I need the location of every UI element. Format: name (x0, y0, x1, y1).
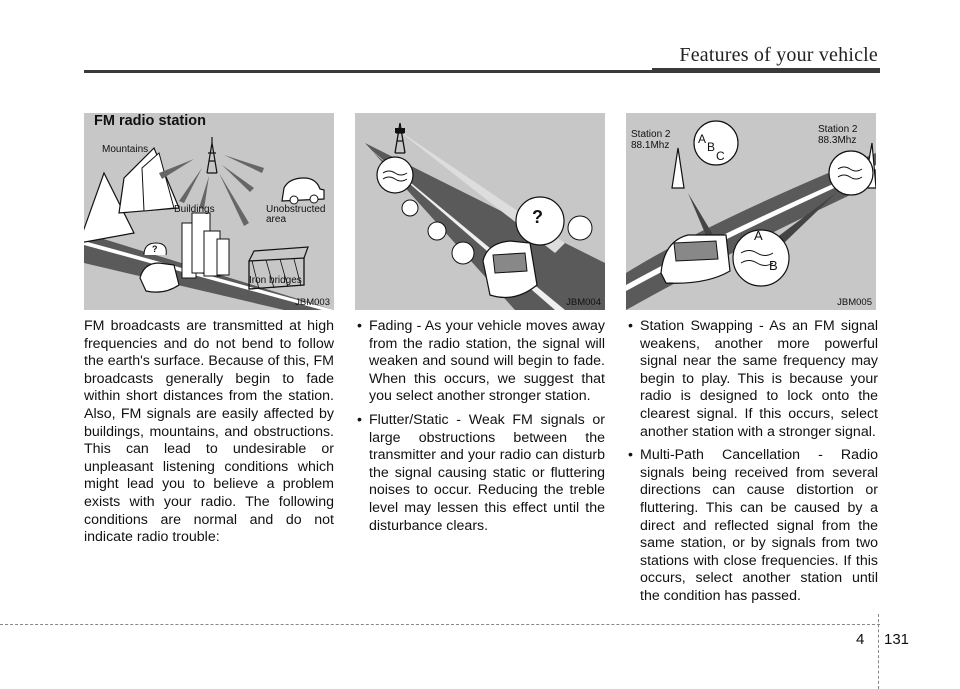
chapter-number: 4 (856, 631, 865, 648)
figure-code: JBM003 (295, 297, 330, 308)
page-number: 131 (884, 631, 910, 648)
letter-a-bottom: A (754, 228, 763, 243)
question-mark: ? (532, 207, 543, 227)
figure-fading (355, 113, 605, 310)
middle-bullet-list (355, 318, 605, 535)
intro-paragraph: FM broadcasts are transmitted at high frequencies and do not bend to follow the earth's surface. Because of this, FM broadcasts generally begin to fade within short distances from the station. Also, FM signals are easily affected by buildings, mountains, and obstructions. This can lead to undesirable or unpleasant listening conditions which might lead you to believe a problem exists with your radio. The following conditions are normal and do not indicate radio trouble: (84, 318, 334, 546)
figure-code: JBM005 (837, 297, 872, 308)
figure-code: JBM004 (566, 297, 601, 308)
figure-station-swapping (626, 113, 876, 310)
station-right-name: Station 2 (818, 124, 858, 135)
figure-title: FM radio station (94, 113, 206, 129)
label-unobstructed: Unobstructed (266, 204, 326, 215)
letter-a-top: A (698, 132, 707, 146)
figure-fm-radio-station (84, 113, 334, 310)
column-middle (355, 318, 605, 541)
bullet-multi-path: • Multi-Path Cancellation - Radio signals being received from several directions can cause distortion or fluttering. This can be caused by a direct and reflected signal from the same station, or by signals from two stations with close frequencies. If this occurs, select another station until the condition has passed. (626, 447, 878, 605)
bullet-flutter-static: • Flutter/Static - Weak FM signals or large obstructions between the transmitter and your radio can disturb the signal causing static or fluttering noises to occur. Reducing the treble level may lessen this effect until the disturbance clears. (355, 412, 605, 535)
letter-b-bottom: B (769, 258, 778, 273)
station-left-name: Station 2 (631, 129, 671, 140)
footer-divider (878, 614, 879, 689)
header-rule-accent (652, 68, 880, 73)
label-mountains: Mountains (102, 144, 149, 155)
fading-illustration (355, 113, 605, 310)
column-left (84, 318, 334, 547)
label-area: area (266, 214, 287, 225)
header-title: Features of your vehicle (679, 44, 878, 66)
station-left-freq: 88.1Mhz (631, 140, 670, 151)
right-bullet-list (626, 318, 878, 606)
question-mark: ? (152, 244, 158, 254)
label-buildings: Buildings (174, 204, 215, 215)
letter-c-top: C (716, 149, 725, 163)
station-right-freq: 88.3Mhz (818, 135, 857, 146)
label-iron-bridges: Iron bridges (249, 275, 302, 286)
bullet-station-swapping: • Station Swapping - As an FM signal weakens, another more powerful signal near the same frequency may begin to play. This is because your radio is designed to lock onto the clearest signal. If this occurs, select another station with a stronger signal. (626, 318, 878, 441)
bullet-fading: • Fading - As your vehicle moves away from the radio station, the signal will weaken and sound will begin to fade. When this occurs, we suggest that you select another stronger station. (355, 318, 605, 406)
footer-rule (0, 624, 880, 625)
column-right (626, 318, 878, 612)
letter-b-top: B (707, 140, 716, 154)
